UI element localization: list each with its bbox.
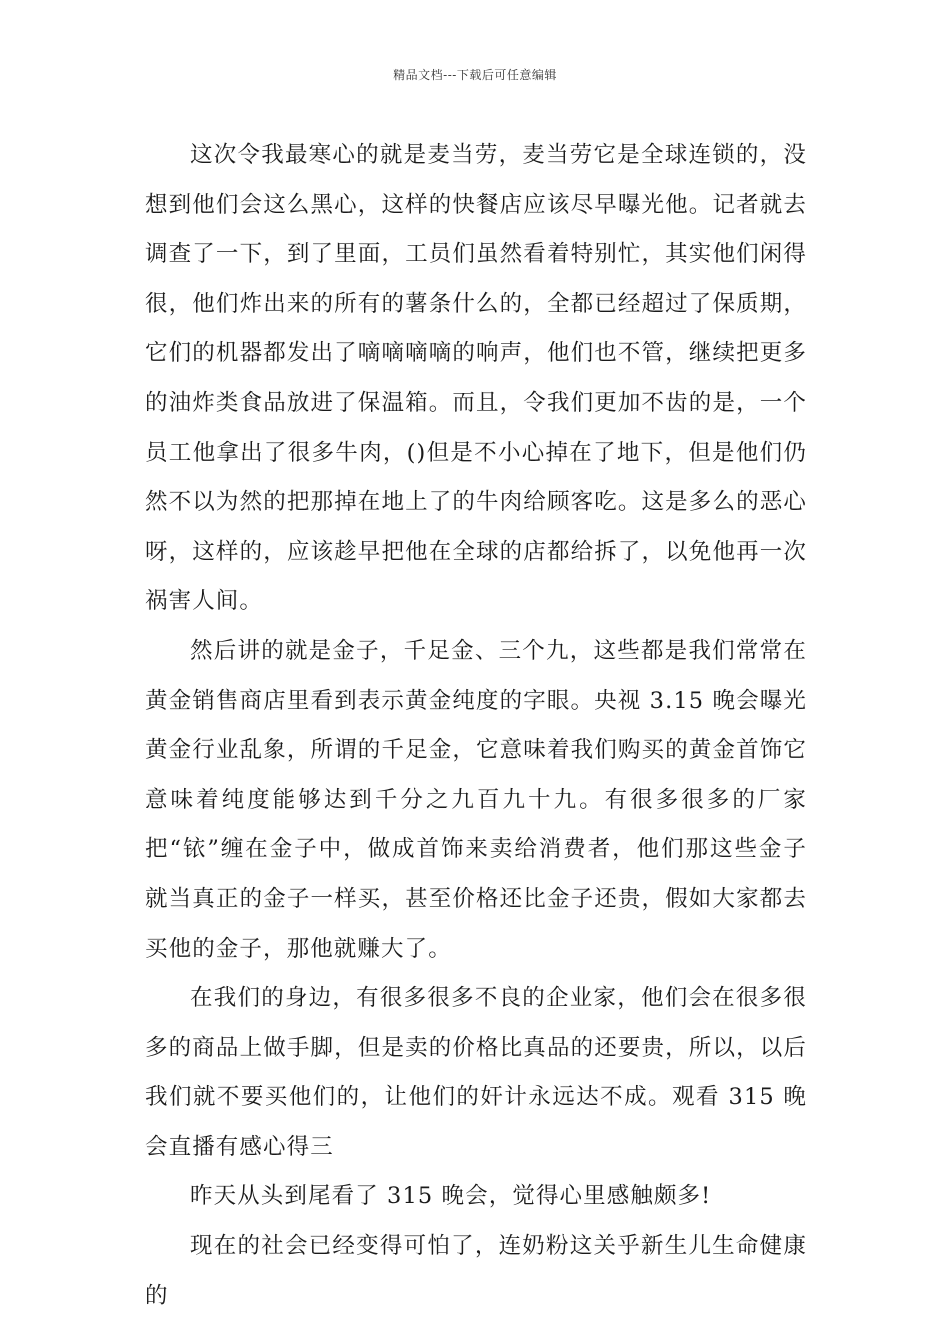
page-header: 精品文档---下载后可任意编辑: [393, 68, 557, 82]
paragraph-businesses: 在我们的身边，有很多很多不良的企业家，他们会在很多很多的商品上做手脚，但是卖的价格比真品的还要贵，所以，以后我们就不要买他们的，让他们的奸计永远达不成。观看 315 晚会直播有感心得三: [145, 985, 807, 1160]
paragraph-milk-powder: 现在的社会已经变得可怕了，连奶粉这关乎新生儿生命健康的: [145, 1233, 807, 1309]
document-body: [145, 131, 807, 1321]
paragraph-yesterday: 昨天从头到尾看了 315 晚会，觉得心里感触颇多!: [190, 1183, 712, 1210]
paragraph-gold: 然后讲的就是金子，千足金、三个九，这些都是我们常常在黄金销售商店里看到表示黄金纯度的字眼。央视 3.15 晚会曝光黄金行业乱象，所谓的千足金，它意味着我们购买的黄金首饰它意味着纯度能够达到千分之九百九十九。有很多很多的厂家把“铱”缠在金子中，做成首饰来卖给消费者，他们那这些金子就当真正的金子一样买，甚至价格还比金子还贵，假如大家都去买他的金子，那他就赚大了。: [145, 637, 807, 962]
paragraph-mcdonalds: 这次令我最寒心的就是麦当劳，麦当劳它是全球连锁的，没想到他们会这么黑心，这样的快餐店应该尽早曝光他。记者就去调查了一下，到了里面，工员们虽然看着特别忙，其实他们闲得很，他们炸出来的所有的薯条什么的，全都已经超过了保质期，它们的机器都发出了嘀嘀嘀嘀的响声，他们也不管，继续把更多的油炸类食品放进了保温箱。而且，令我们更加不齿的是，一个员工他拿出了很多牛肉，()但是不小心掉在了地下，但是他们仍然不以为然的把那掉在地上了的牛肉给顾客吃。这是多么的恶心呀，这样的，应该趁早把他在全球的店都给拆了，以免他再一次祸害人间。: [145, 142, 807, 615]
